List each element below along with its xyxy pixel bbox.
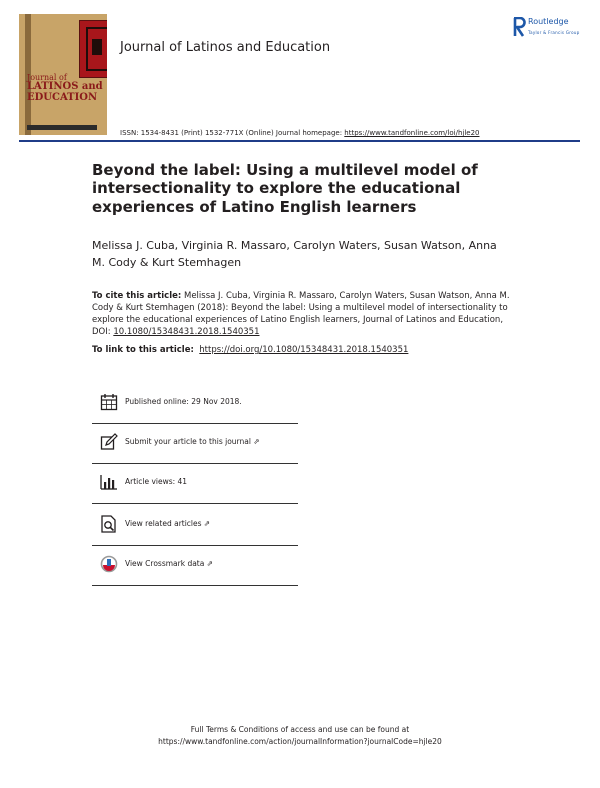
crossmark-row[interactable] (92, 546, 298, 586)
terms-line: Full Terms & Conditions of access and use can be found at (190, 725, 410, 734)
cover-title (27, 74, 107, 103)
article-views-label: Article views: 41 (125, 477, 188, 486)
external-link-icon: ⇗ (206, 559, 214, 568)
edit-icon (100, 433, 118, 451)
bar-chart-icon (100, 473, 118, 491)
published-online-label: Published online: 29 Nov 2018. (125, 397, 242, 406)
article-link-block (92, 345, 408, 355)
article-link-label: To link to this article: (92, 345, 194, 355)
crossmark-icon (100, 555, 118, 573)
citation-block (92, 290, 522, 338)
journal-homepage-link[interactable]: https://www.tandfonline.com/loi/hjle20 (344, 129, 480, 137)
cover-motif-icon (79, 20, 107, 78)
related-articles-label: View related articles (125, 519, 202, 528)
submit-article-label: Submit your article to this journal (125, 437, 251, 446)
journal-title: Journal of Latinos and Education (120, 40, 331, 55)
external-link-icon: ⇗ (253, 437, 260, 446)
cover-line-1: Journal of (27, 73, 67, 82)
publisher-subtitle: Taylor & Francis Group (528, 30, 580, 35)
cover-line-3: EDUCATION (27, 91, 98, 103)
citation-doi-link[interactable]: 10.1080/15348431.2018.1540351 (113, 327, 260, 338)
crossmark-link[interactable] (125, 559, 213, 568)
row-separator (92, 503, 298, 504)
terms-url-link[interactable]: https://www.tandfonline.com/action/journalInformation?journalCode=hjle20 (158, 737, 442, 746)
issn-text: ISSN: 1534-8431 (Print) 1532-771X (Online) Journal homepage: (120, 129, 343, 137)
citation-text: Melissa J. Cuba, Virginia R. Massaro, Carolyn Waters, Susan Watson, Anna M. Cody & Kurt Stemhagen (2018): Beyond the label: Using a multilevel model of intersectionality to explore the educational experiences of Latino English learners, Journal of Latinos and Education, DOI: (92, 291, 510, 338)
submit-article-row[interactable] (92, 424, 298, 464)
article-views-row (92, 464, 298, 504)
published-online-row (92, 384, 298, 424)
cover-bottom-bar (27, 125, 97, 130)
journal-cover-image (19, 14, 107, 135)
article-title: Beyond the label: Using a multilevel model of intersectionality to explore the educational experiences of Latino English learners (92, 161, 478, 216)
header-rule (19, 140, 580, 142)
publisher-name: Routledge (528, 17, 569, 26)
article-doi-link[interactable]: https://doi.org/10.1080/15348431.2018.1540351 (199, 345, 409, 355)
row-separator (92, 585, 298, 586)
external-link-icon: ⇗ (203, 519, 211, 528)
related-articles-row[interactable] (92, 506, 298, 546)
crossmark-label: View Crossmark data (125, 559, 205, 568)
search-document-icon (100, 515, 118, 533)
submit-article-link[interactable] (125, 437, 260, 446)
routledge-logo-icon (512, 17, 526, 37)
issn-line (120, 129, 479, 137)
terms-footer (0, 724, 600, 748)
cover-line-2: LATINOS and (27, 81, 103, 93)
article-authors: Melissa J. Cuba, Virginia R. Massaro, Carolyn Waters, Susan Watson, Anna M. Cody & Kurt Stemhagen (92, 239, 497, 269)
related-articles-link[interactable] (125, 519, 210, 528)
citation-label: To cite this article: (92, 291, 182, 301)
calendar-icon (100, 393, 118, 411)
